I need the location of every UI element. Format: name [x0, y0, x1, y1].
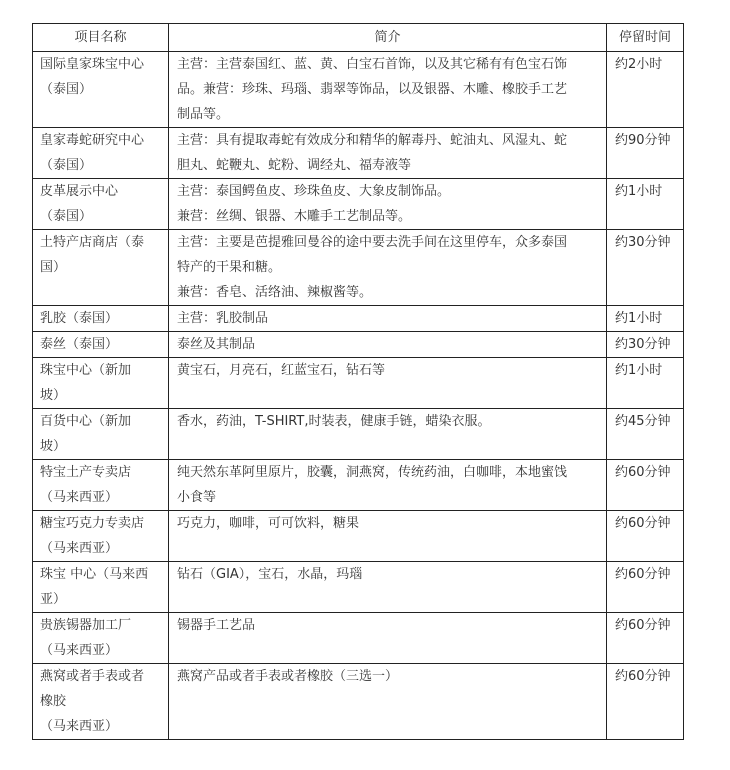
row-desc: 主营：主要是芭提雅回曼谷的途中要去洗手间在这里停车，众多泰国 特产的干果和糖。 兼营：香皂、活络油、辣椒酱等。 — [177, 235, 568, 300]
table-row — [33, 664, 684, 740]
row-name-cell — [33, 511, 169, 562]
row-name: 珠宝中心（新加 坡） — [40, 363, 132, 403]
row-desc: 巧克力，咖啡，可可饮料，糖果 — [177, 516, 360, 531]
row-name-cell — [33, 332, 169, 358]
row-time-cell — [607, 511, 684, 562]
row-desc-cell — [169, 460, 607, 511]
row-desc-cell — [169, 358, 607, 409]
row-name: 特宝土产专卖店 （马来西亚） — [40, 465, 132, 505]
row-desc-cell — [169, 511, 607, 562]
row-name-cell — [33, 128, 169, 179]
header-name — [33, 24, 169, 52]
row-name-cell — [33, 409, 169, 460]
row-time: 约30分钟 — [615, 337, 671, 352]
row-name: 百货中心（新加 坡） — [40, 414, 132, 454]
row-time-cell — [607, 358, 684, 409]
row-desc: 香水，药油，T-SHIRT,时装表，健康手链，蜡染衣服。 — [177, 414, 491, 429]
row-name: 皮革展示中心 （泰国） — [40, 184, 119, 224]
row-time-cell — [607, 332, 684, 358]
row-name: 糖宝巧克力专卖店 （马来西亚） — [40, 516, 145, 556]
row-name-cell — [33, 358, 169, 409]
row-name: 皇家毒蛇研究中心 （泰国） — [40, 133, 145, 173]
row-name: 贵族锡器加工厂 （马来西亚） — [40, 618, 132, 658]
row-name-cell — [33, 179, 169, 230]
row-name: 泰丝（泰国） — [40, 337, 119, 352]
table-row — [33, 358, 684, 409]
header-desc — [169, 24, 607, 52]
row-name-cell — [33, 562, 169, 613]
table-row — [33, 511, 684, 562]
row-time-cell — [607, 409, 684, 460]
table-row — [33, 613, 684, 664]
table-row — [33, 128, 684, 179]
table-row — [33, 179, 684, 230]
row-desc: 锡器手工艺品 — [177, 618, 256, 633]
row-desc: 黄宝石，月亮石，红蓝宝石，钻石等 — [177, 363, 386, 378]
row-time-cell — [607, 179, 684, 230]
row-time: 约1小时 — [615, 311, 663, 326]
row-name-cell — [33, 306, 169, 332]
row-desc-cell — [169, 52, 607, 128]
row-time-cell — [607, 664, 684, 740]
header-time — [607, 24, 684, 52]
header-time-label: 停留时间 — [618, 30, 671, 45]
table-row — [33, 409, 684, 460]
header-desc-label: 简介 — [374, 30, 401, 45]
table-row — [33, 306, 684, 332]
row-time: 约1小时 — [615, 363, 663, 378]
row-desc: 燕窝产品或者手表或者橡胶（三选一） — [177, 669, 399, 684]
row-time-cell — [607, 460, 684, 511]
row-desc: 主营：主营泰国红、蓝、黄、白宝石首饰，以及其它稀有有色宝石饰 品。兼营：珍珠、玛瑙、翡翠等饰品，以及银器、木雕、橡胶手工艺 制品等。 — [177, 57, 568, 122]
row-desc: 主营：具有提取毒蛇有效成分和精华的解毒丹、蛇油丸、风湿丸、蛇 胆丸、蛇鞭丸、蛇粉、调经丸、福寿液等 — [177, 133, 568, 173]
row-desc: 纯天然东革阿里原片，胶囊，洞燕窝，传统药油，白咖啡，本地蜜饯 小食等 — [177, 465, 568, 505]
row-desc-cell — [169, 306, 607, 332]
row-time-cell — [607, 128, 684, 179]
row-name-cell — [33, 613, 169, 664]
row-name-cell — [33, 52, 169, 128]
row-time: 约60分钟 — [615, 618, 671, 633]
table-row — [33, 52, 684, 128]
row-time: 约60分钟 — [615, 465, 671, 480]
row-desc-cell — [169, 230, 607, 306]
row-desc-cell — [169, 128, 607, 179]
row-time: 约60分钟 — [615, 669, 671, 684]
row-desc-cell — [169, 562, 607, 613]
shopping-stops-table — [32, 23, 684, 740]
row-time: 约60分钟 — [615, 567, 671, 582]
row-desc-cell — [169, 409, 607, 460]
row-desc: 主营：泰国鳄鱼皮、珍珠鱼皮、大象皮制饰品。 兼营：丝绸、银器、木雕手工艺制品等。 — [177, 184, 451, 224]
table-row — [33, 332, 684, 358]
row-time-cell — [607, 230, 684, 306]
row-time: 约90分钟 — [615, 133, 671, 148]
row-name: 乳胶（泰国） — [40, 311, 119, 326]
row-time-cell — [607, 52, 684, 128]
row-time: 约45分钟 — [615, 414, 671, 429]
table-header-row — [33, 24, 684, 52]
row-name-cell — [33, 230, 169, 306]
row-time: 约1小时 — [615, 184, 663, 199]
header-name-label: 项目名称 — [74, 30, 127, 45]
table-row — [33, 562, 684, 613]
row-name: 珠宝 中心（马来西 亚） — [40, 567, 149, 607]
row-name: 土特产店商店（泰 国） — [40, 235, 145, 275]
row-desc: 主营：乳胶制品 — [177, 311, 269, 326]
row-time-cell — [607, 613, 684, 664]
row-desc: 泰丝及其制品 — [177, 337, 256, 352]
table-row — [33, 230, 684, 306]
row-time-cell — [607, 306, 684, 332]
row-name-cell — [33, 664, 169, 740]
row-time: 约2小时 — [615, 57, 663, 72]
table-row — [33, 460, 684, 511]
row-name: 燕窝或者手表或者 橡胶 （马来西亚） — [40, 669, 145, 734]
row-desc-cell — [169, 179, 607, 230]
row-time: 约30分钟 — [615, 235, 671, 250]
row-desc-cell — [169, 332, 607, 358]
row-desc: 钻石（GIA），宝石，水晶，玛瑙 — [177, 567, 363, 582]
row-desc-cell — [169, 664, 607, 740]
row-desc-cell — [169, 613, 607, 664]
row-time: 约60分钟 — [615, 516, 671, 531]
row-name-cell — [33, 460, 169, 511]
row-name: 国际皇家珠宝中心 （泰国） — [40, 57, 145, 97]
row-time-cell — [607, 562, 684, 613]
